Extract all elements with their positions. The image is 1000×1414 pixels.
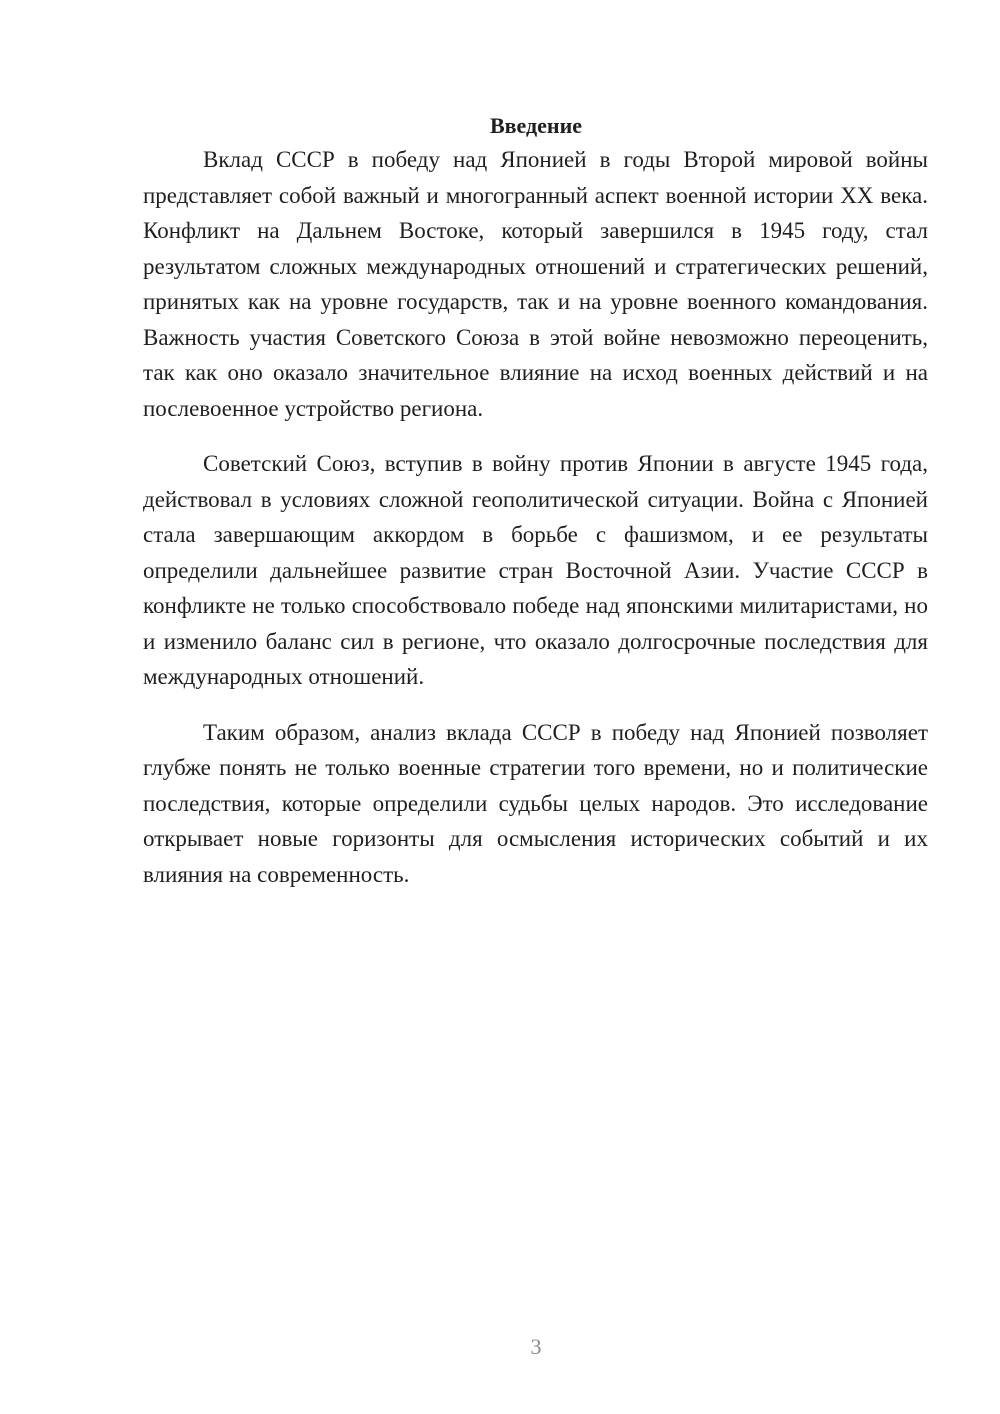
paragraph-3: Таким образом, анализ вклада СССР в победу над Японией позволяет глубже понять не только военные стратегии того времени, но и политические последствия, которые определили судьбы целых народов. Это исследование открывает новые горизонты для осмысления исторических событий и их влияния на современность. [143,719,928,887]
page-title: Введение [489,112,583,138]
paragraph-1: Вклад СССР в победу над Японией в годы Второй мировой войны представляет собой важный и многогранный аспект военной истории XX века. Конфликт на Дальнем Востоке, который завершился в 1945 году, стал результатом сложных международных отношений и стратегических решений, принятых как на уровне государств, так и на уровне военного командования. Важность участия Советского Союза в этой войне невозможно переоценить, так как оно оказало значительное влияние на исход военных действий и на послевоенное устройство региона. [143,147,928,421]
page-number: 3 [530,1334,542,1359]
paragraph-2: Советский Союз, вступив в войну против Японии в августе 1945 года, действовал в условиях сложной геополитической ситуации. Война с Японией стала завершающим аккордом в борьбе с фашизмом, и ее результаты определили дальнейшее развитие стран Восточной Азии. Участие СССР в конфликте не только способствовало победе над японскими милитаристами, но и изменило баланс сил в регионе, что оказало долгосрочные последствия для международных отношений. [143,451,928,689]
document-body [143,142,928,892]
